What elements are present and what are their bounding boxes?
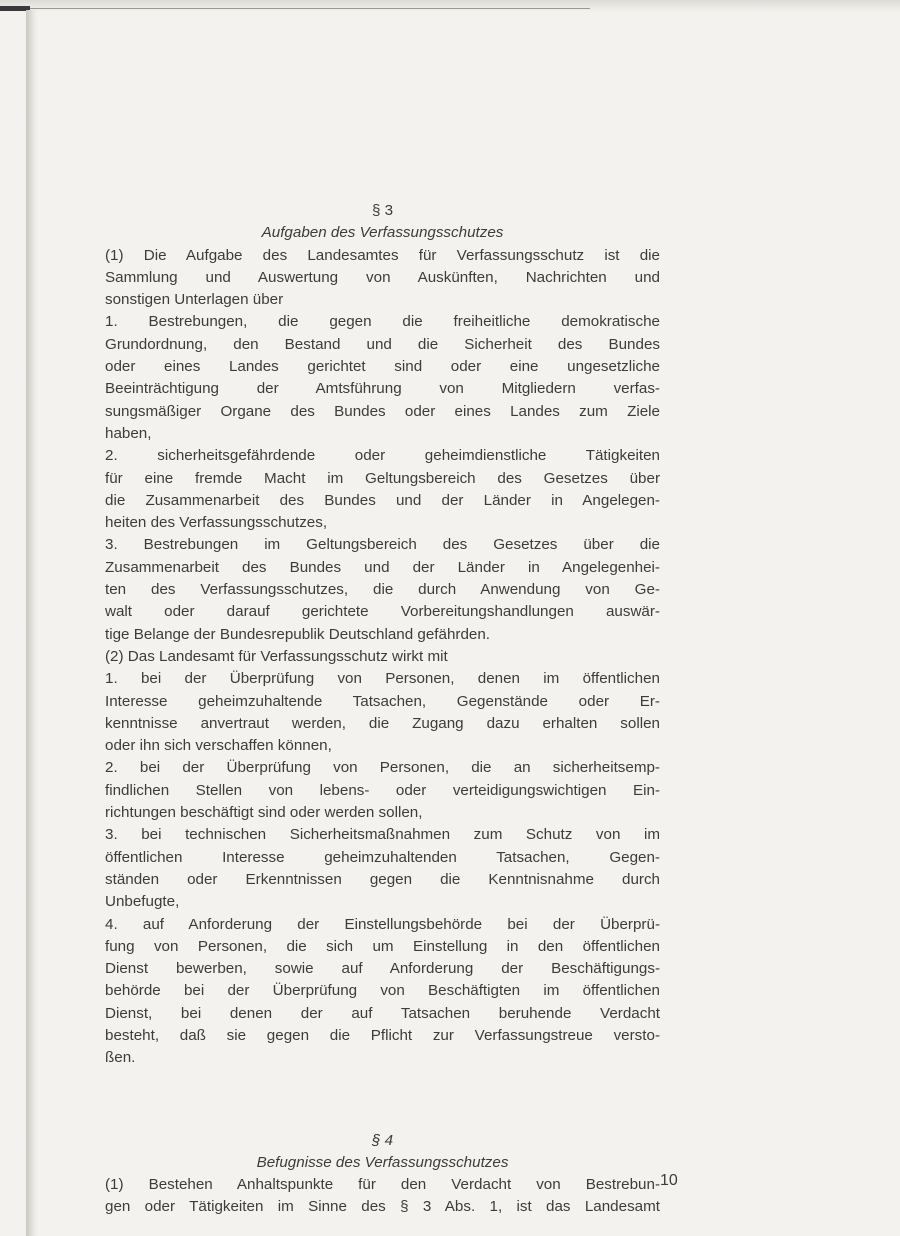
text-line: oder ihn sich verschaffen können, (105, 737, 332, 755)
section-3-title: Aufgaben des Verfassungsschutzes (261, 224, 504, 242)
text-line: Zusammenarbeit des Bundes und der Länder in Angelegenhei- (105, 558, 660, 576)
document-body (105, 200, 660, 1219)
text-line: Sammlung und Auswertung von Auskünften, Nachrichten und (105, 268, 660, 286)
text-line: besteht, daß sie gegen die Pflicht zur Verfassungstreue versto- (105, 1026, 660, 1044)
text-line: richtungen beschäftigt sind oder werden sollen, (105, 804, 423, 822)
text-line: fung von Personen, die sich um Einstellung in den öffentlichen (105, 937, 660, 955)
text-line: tige Belange der Bundesrepublik Deutschland gefährden. (105, 625, 491, 643)
text-line: findlichen Stellen von lebens- oder verteidigungswichtigen Ein- (105, 781, 660, 799)
text-line: (2) Das Landesamt für Verfassungsschutz wirkt mit (105, 647, 448, 665)
text-line: ständen oder Erkenntnissen gegen die Kenntnisnahme durch (105, 870, 660, 888)
text-line: ßen. (105, 1049, 136, 1067)
text-line: (1) Bestehen Anhaltspunkte für den Verdacht von Bestrebun- (105, 1176, 660, 1194)
text-line: Dienst, bei denen der auf Tatsachen beruhende Verdacht (105, 1004, 660, 1022)
text-line: 1. Bestrebungen, die gegen die freiheitliche demokratische (105, 313, 660, 331)
text-line: behörde bei der Überprüfung von Beschäftigten im öffentlichen (105, 982, 660, 1000)
text-line: 2. bei der Überprüfung von Personen, die an sicherheitsemp- (105, 759, 660, 777)
text-line: sonstigen Unterlagen über (105, 291, 284, 309)
binding-shadow (26, 10, 38, 1236)
text-line: walt oder darauf gerichtete Vorbereitungshandlungen auswär- (105, 603, 660, 621)
text-line: (1) Die Aufgabe des Landesamtes für Verfassungsschutz ist die (105, 246, 660, 264)
section-4-title: Befugnisse des Verfassungsschutzes (256, 1153, 509, 1171)
text-line: sungsmäßiger Organe des Bundes oder eines Landes zum Ziele (105, 402, 660, 420)
text-line: gen oder Tätigkeiten im Sinne des § 3 Abs. 1, ist das Landesamt (105, 1198, 660, 1216)
section-3-number: § 3 (371, 202, 394, 219)
text-line: 3. Bestrebungen im Geltungsbereich des Gesetzes über die (105, 536, 660, 554)
text-line: 4. auf Anforderung der Einstellungsbehörde bei der Überprü- (105, 915, 660, 933)
text-line: kenntnisse anvertraut werden, die Zugang dazu erhalten sollen (105, 714, 660, 732)
text-line: 1. bei der Überprüfung von Personen, denen im öffentlichen (105, 670, 660, 688)
text-line: oder eines Landes gerichtet sind oder eine ungesetzliche (105, 358, 660, 376)
text-line: Unbefugte, (105, 893, 180, 911)
text-line: Beeinträchtigung der Amtsführung von Mitgliedern verfas- (105, 380, 660, 398)
text-line: heiten des Verfassungsschutzes, (105, 514, 328, 532)
scan-edge-line (30, 8, 590, 9)
text-line: 3. bei technischen Sicherheitsmaßnahmen zum Schutz von im (105, 826, 660, 844)
section-3-body (105, 245, 660, 1070)
page-number: 10 (660, 1172, 678, 1189)
text-line: ten des Verfassungsschutzes, die durch Anwendung von Ge- (105, 581, 660, 599)
section-spacer (105, 1070, 660, 1130)
section-4-body (105, 1174, 660, 1219)
text-line: 2. sicherheitsgefährdende oder geheimdienstliche Tätigkeiten (105, 447, 660, 465)
text-line: Interesse geheimzuhaltende Tatsachen, Gegenstände oder Er- (105, 692, 660, 710)
page-top-edge (0, 0, 900, 12)
text-line: haben, (105, 424, 152, 442)
section-4-number: § 4 (371, 1131, 394, 1149)
text-line: öffentlichen Interesse geheimzuhaltenden Tatsachen, Gegen- (105, 848, 660, 866)
text-line: Grundordnung, den Bestand und die Sicherheit des Bundes (105, 335, 660, 353)
text-line: für eine fremde Macht im Geltungsbereich des Gesetzes über (105, 469, 660, 487)
text-line: die Zusammenarbeit des Bundes und der Länder in Angelegen- (105, 491, 660, 509)
text-line: Dienst bewerben, sowie auf Anforderung der Beschäftigungs- (105, 960, 660, 978)
